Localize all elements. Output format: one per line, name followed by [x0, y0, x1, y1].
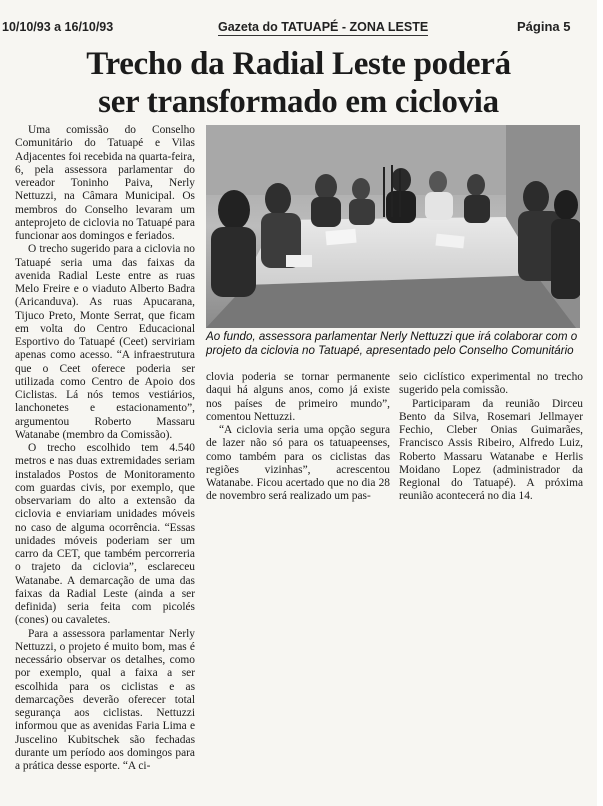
article-column-3	[399, 371, 583, 504]
paragraph: Para a assessora parlamentar Nerly Nettuzzi, o projeto é muito bom, mas é necessário observar os detalhes, como por exemplo, qual a faixa a ser escolhida para os ciclistas e as demarcações deverão oferecer total segurança aos ciclistas. Nettuzzi informou que as avenidas Faria Lima e Juscelino Kubitschek são fechadas durante um período aos domingos para a prática desse esporte. “A ci-	[15, 627, 195, 772]
paragraph: O trecho sugerido para a ciclovia no Tatuapé seria uma das faixas da avenida Radial Leste entre as ruas Melo Freire e o viaduto Alberto Badra (Aricanduva). As ruas Apucarana, Tijuco Preto, Monte Serrat, que ficam em volta do Centro Educacional Esportivo do Tatuapé (Ceet) serviriam apenas como acesso. “A infraestrutura que o Ceet oferece poderia ser utilizada como Centro de Apoio dos Ciclistas. Lá nós temos vestiários, lanchonetes e estacionamento”, argumentou Roberto Massaru Watanabe (membro da Comissão).	[15, 243, 195, 441]
paragraph: O trecho escolhido tem 4.540 metros e nas duas extremidades seriam instalados Postos de Monitoramento com guardas civis, por exemplo, que observariam do alto a extensão da ciclovia e enviariam unidades móveis no caso de alguma ocorrência. “Essas unidades móveis poderiam ser um carro da CET, que também percorreria o trajeto da ciclovia”, esclareceu Watanabe. A demarcação de uma das faixas da Radial Leste (ainda a ser definida) seria feita com picolés (cones) ou cavaletes.	[15, 442, 195, 627]
page-edge	[597, 0, 603, 806]
meeting-photo	[206, 125, 580, 328]
article-column-2	[206, 371, 390, 504]
newspaper-name: Gazeta do TATUAPÉ - ZONA LESTE	[218, 20, 429, 34]
paragraph: “A ciclovia seria uma opção segura de lazer não só para os tatuapeenses, como também para os ciclistas das regiões vizinhas”, acrescentou Watanabe. Ficou acertado que no dia 28 de novembro será realizado um pas-	[206, 424, 390, 503]
meeting-photo-illustration	[206, 125, 580, 328]
page-number: Página 5	[517, 19, 571, 34]
page-header	[0, 18, 597, 38]
headline-line-1: Trecho da Radial Leste poderá	[86, 46, 511, 82]
article-headline	[0, 45, 597, 121]
photo-caption: Ao fundo, assessora parlamentar Nerly Nettuzzi que irá colaborar com o projeto da ciclovia no Tatuapé, apresentado pelo Conselho Comunitário	[206, 330, 578, 357]
date-range: 10/10/93 a 16/10/93	[2, 20, 114, 34]
paragraph: Participaram da reunião Dirceu Bento da Silva, Rosemari Jellmayer Fechio, Cleber Onias Guimarães, Francisco Assis Ribeiro, Alfredo Luiz, Roberto Massaru Watanabe e Herlis Moidano Lopez (administrador da Regional do Tatuapé). A próxima reunião acontecerá no dia 14.	[399, 397, 583, 503]
article-column-1	[15, 124, 195, 773]
paragraph: clovia poderia se tornar permanente daqui há alguns anos, como já existe nos países de primeiro mundo”, comentou Nettuzzi.	[206, 371, 390, 423]
paragraph: seio ciclístico experimental no trecho sugerido pela comissão.	[399, 371, 583, 397]
headline-line-2: ser transformado em ciclovia	[98, 84, 499, 120]
paragraph: Uma comissão do Conselho Comunitário do Tatuapé e Vilas Adjacentes foi recebida na quarta-feira, 6, pela assessora parlamentar do vereador Toninho Paiva, Nerly Nettuzzi, na Câmara Municipal. Os membros do Conselho levaram um anteprojeto de ciclovia no Tatuapé para funcionar aos domingos e feriados.	[15, 124, 195, 242]
